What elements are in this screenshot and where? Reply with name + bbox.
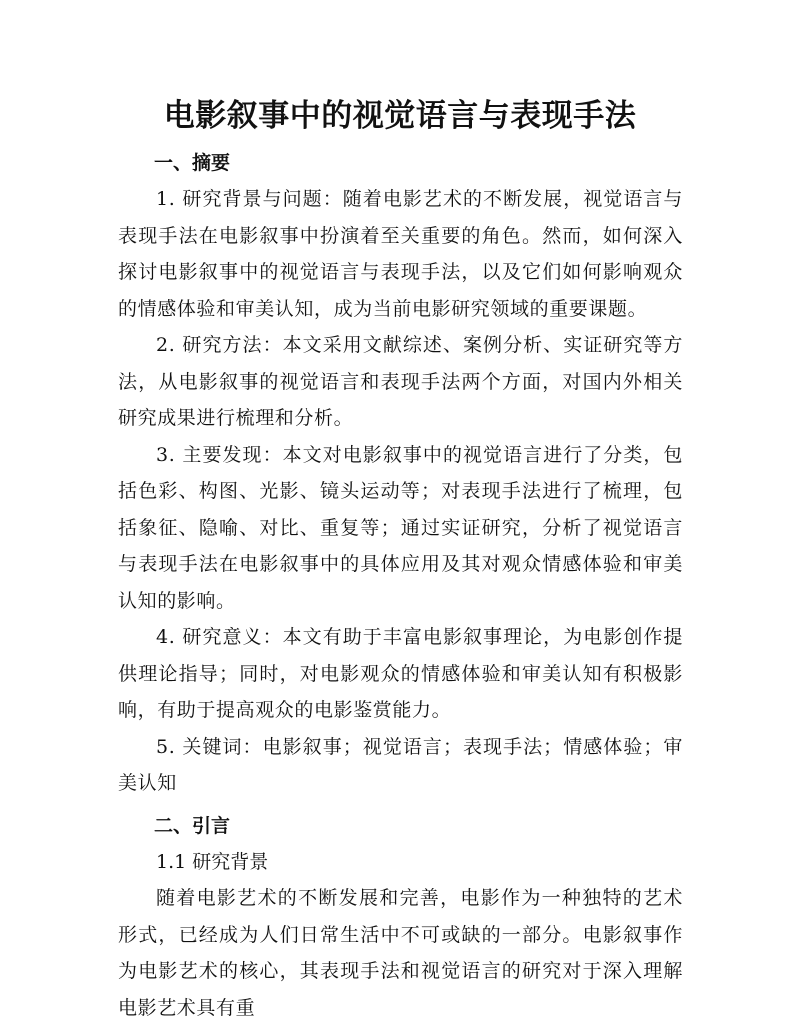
abstract-item-4: 4. 研究意义：本文有助于丰富电影叙事理论，为电影创作提供理论指导；同时，对电影观众的情感体验和审美认知有积极影响，有助于提高观众的电影鉴赏能力。	[118, 626, 683, 721]
abstract-item-3: 3. 主要发现：本文对电影叙事中的视觉语言进行了分类，包括色彩、构图、光影、镜头运动等；对表现手法进行了梳理，包括象征、隐喻、对比、重复等；通过实证研究，分析了视觉语言与表现手法在电影叙事中的具体应用及其对观众情感体验和审美认知的影响。	[118, 443, 683, 612]
document-title: 电影叙事中的视觉语言与表现手法	[163, 98, 637, 134]
abstract-heading: 一、摘要	[154, 152, 231, 174]
abstract-item-2: 2. 研究方法：本文采用文献综述、案例分析、实证研究等方法，从电影叙事的视觉语言和表现手法两个方面，对国内外相关研究成果进行梳理和分析。	[118, 334, 683, 429]
document-body	[118, 145, 683, 1026]
introduction-paragraph: 随着电影艺术的不断发展和完善，电影作为一种独特的艺术形式，已经成为人们日常生活中不可或缺的一部分。电影叙事作为电影艺术的核心，其表现手法和视觉语言的研究对于深入理解电影艺术具有重	[118, 887, 683, 1019]
abstract-item-1: 1. 研究背景与问题：随着电影艺术的不断发展，视觉语言与表现手法在电影叙事中扮演着至关重要的角色。然而，如何深入探讨电影叙事中的视觉语言与表现手法，以及它们如何影响观众的情感体验和审美认知，成为当前电影研究领域的重要课题。	[118, 188, 683, 320]
document-page	[118, 0, 683, 1035]
introduction-heading: 二、引言	[154, 814, 231, 837]
abstract-item-5: 5. 关键词：电影叙事；视觉语言；表现手法；情感体验；审美认知	[118, 735, 683, 794]
research-background-subheading: 1.1 研究背景	[156, 850, 269, 873]
